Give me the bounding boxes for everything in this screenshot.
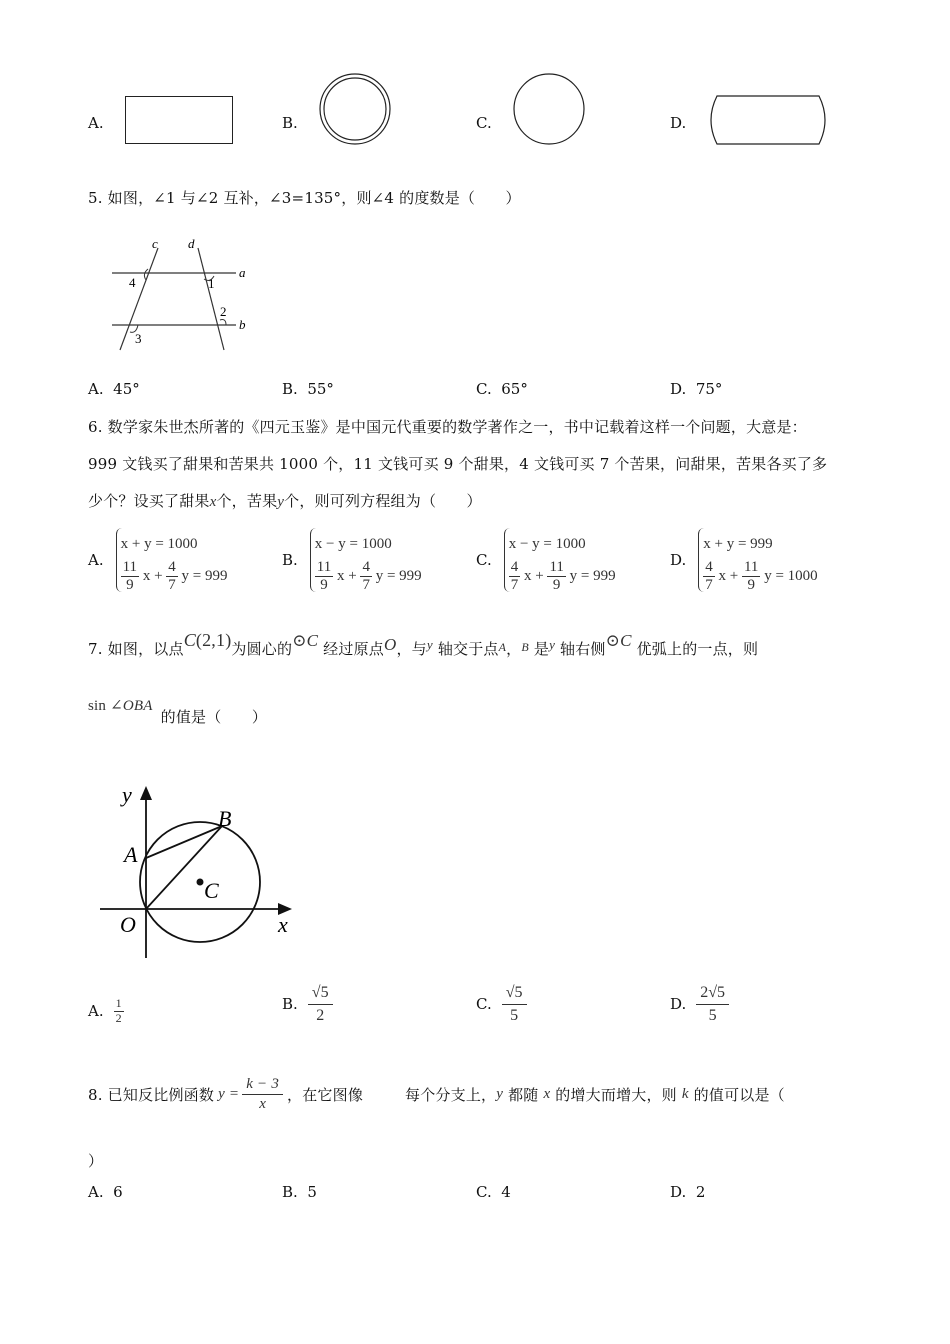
line-a-label: a <box>239 265 246 280</box>
x-axis-label: x <box>278 912 288 937</box>
q6-option-a[interactable]: A. x + y = 1000 $\frac{11}{9}$ x + $\frac{4}{7}$ y = 999 <box>88 522 228 598</box>
q7-option-d[interactable]: D. $\frac{2√5}{5}$ <box>670 976 729 1032</box>
q6-option-c[interactable]: C. x − y = 1000 $\frac{4}{7}$ x + $\frac{11}{9}$ y = 999 <box>476 522 616 598</box>
q7-option-c[interactable]: C. $\frac{√5}{5}$ <box>476 976 527 1032</box>
angle-2-label: 2 <box>220 304 227 319</box>
rounded-rectangle-shape <box>705 94 831 146</box>
q4-option-d-label[interactable]: D. <box>670 114 687 132</box>
q8-option-a[interactable]: A. 6 <box>88 1183 123 1201</box>
q4-option-a-label[interactable]: A. <box>88 114 104 132</box>
circle-shape <box>511 71 587 147</box>
q8-stem: 8. 已知反比例函数 y = $\frac{k - 3}{x}$ ，在它图像 每个分支上， y 都随 x 的增大而增大，则 k 的值可以是（ <box>88 1076 785 1112</box>
double-circle-shape <box>317 71 393 147</box>
q5-option-d[interactable]: D. 75° <box>670 380 723 398</box>
angle-1-label: 1 <box>208 276 215 291</box>
q4-option-b-label[interactable]: B. <box>282 114 298 132</box>
q8-option-c[interactable]: C. 4 <box>476 1183 511 1201</box>
q6-option-d[interactable]: D. x + y = 999 $\frac{4}{7}$ x + $\frac{11}{9}$ y = 1000 <box>670 522 818 598</box>
q5-option-c[interactable]: C. 65° <box>476 380 528 398</box>
line-d-label: d <box>188 236 195 251</box>
equation-system: x − y = 1000 $\frac{11}{9}$ x + $\frac{4}{7}$ y = 999 <box>310 528 422 592</box>
equation-system: x − y = 1000 $\frac{4}{7}$ x + $\frac{11}{9}$ y = 999 <box>504 528 616 592</box>
line-c-label: c <box>152 236 158 251</box>
point-b-label: B <box>218 806 232 831</box>
q6-line-2: 999 文钱买了甜果和苦果共 1000 个，11 文钱可买 9 个甜果，4 文钱可买 7 个苦果，问甜果，苦果各买了多 <box>88 455 828 473</box>
q6-line-1: 6. 数学家朱世杰所著的《四元玉鉴》是中国元代重要的数学著作之一，书中记载着这样一个问题，大意是： <box>88 418 807 436</box>
parallel-lines-figure <box>108 236 258 354</box>
q5-option-b[interactable]: B. 55° <box>282 380 334 398</box>
q5-option-a[interactable]: A. 45° <box>88 380 140 398</box>
y-axis-label: y <box>122 782 132 807</box>
angle-4-label: 4 <box>129 275 136 290</box>
angle-3-label: 3 <box>135 331 142 346</box>
q6-line-3: 少个？设买了甜果x个，苦果y个，则可列方程组为（ ） <box>88 492 482 510</box>
equation-system: x + y = 1000 $\frac{11}{9}$ x + $\frac{4}{7}$ y = 999 <box>116 528 228 592</box>
q4-option-c-label[interactable]: C. <box>476 114 492 132</box>
circle-coordinate-figure <box>96 782 302 962</box>
q8-option-b[interactable]: B. 5 <box>282 1183 317 1201</box>
rectangle-shape <box>125 96 233 144</box>
q5-stem: 5. 如图，∠1 与∠2 互补，∠3=135°，则∠4 的度数是（ ） <box>88 189 521 207</box>
point-a-label: A <box>124 842 138 867</box>
line-b-label: b <box>239 317 246 332</box>
origin-label: O <box>120 912 136 937</box>
q7-option-a[interactable]: A. $\frac{1}{2}$ <box>88 996 122 1025</box>
q8-option-d[interactable]: D. 2 <box>670 1183 706 1201</box>
equation-system: x + y = 999 $\frac{4}{7}$ x + $\frac{11}{9}$ y = 1000 <box>698 528 817 592</box>
q7-stem-line-2: sin ∠OBA 的值是（ ） <box>88 698 268 726</box>
point-c-label: C <box>204 878 219 903</box>
q6-option-b[interactable]: B. x − y = 1000 $\frac{11}{9}$ x + $\frac{4}{7}$ y = 999 <box>282 522 422 598</box>
q8-closing-paren: ） <box>88 1152 104 1170</box>
q7-option-b[interactable]: B. $\frac{√5}{2}$ <box>282 976 333 1032</box>
q7-stem-line-1: 7. 如图，以点 C (2,1) 为圆心的 ⊙C 经过原点 O ，与 y 轴交于点 A ， B 是 y 轴右侧 ⊙C 优弧上的一点，则 <box>88 630 759 658</box>
